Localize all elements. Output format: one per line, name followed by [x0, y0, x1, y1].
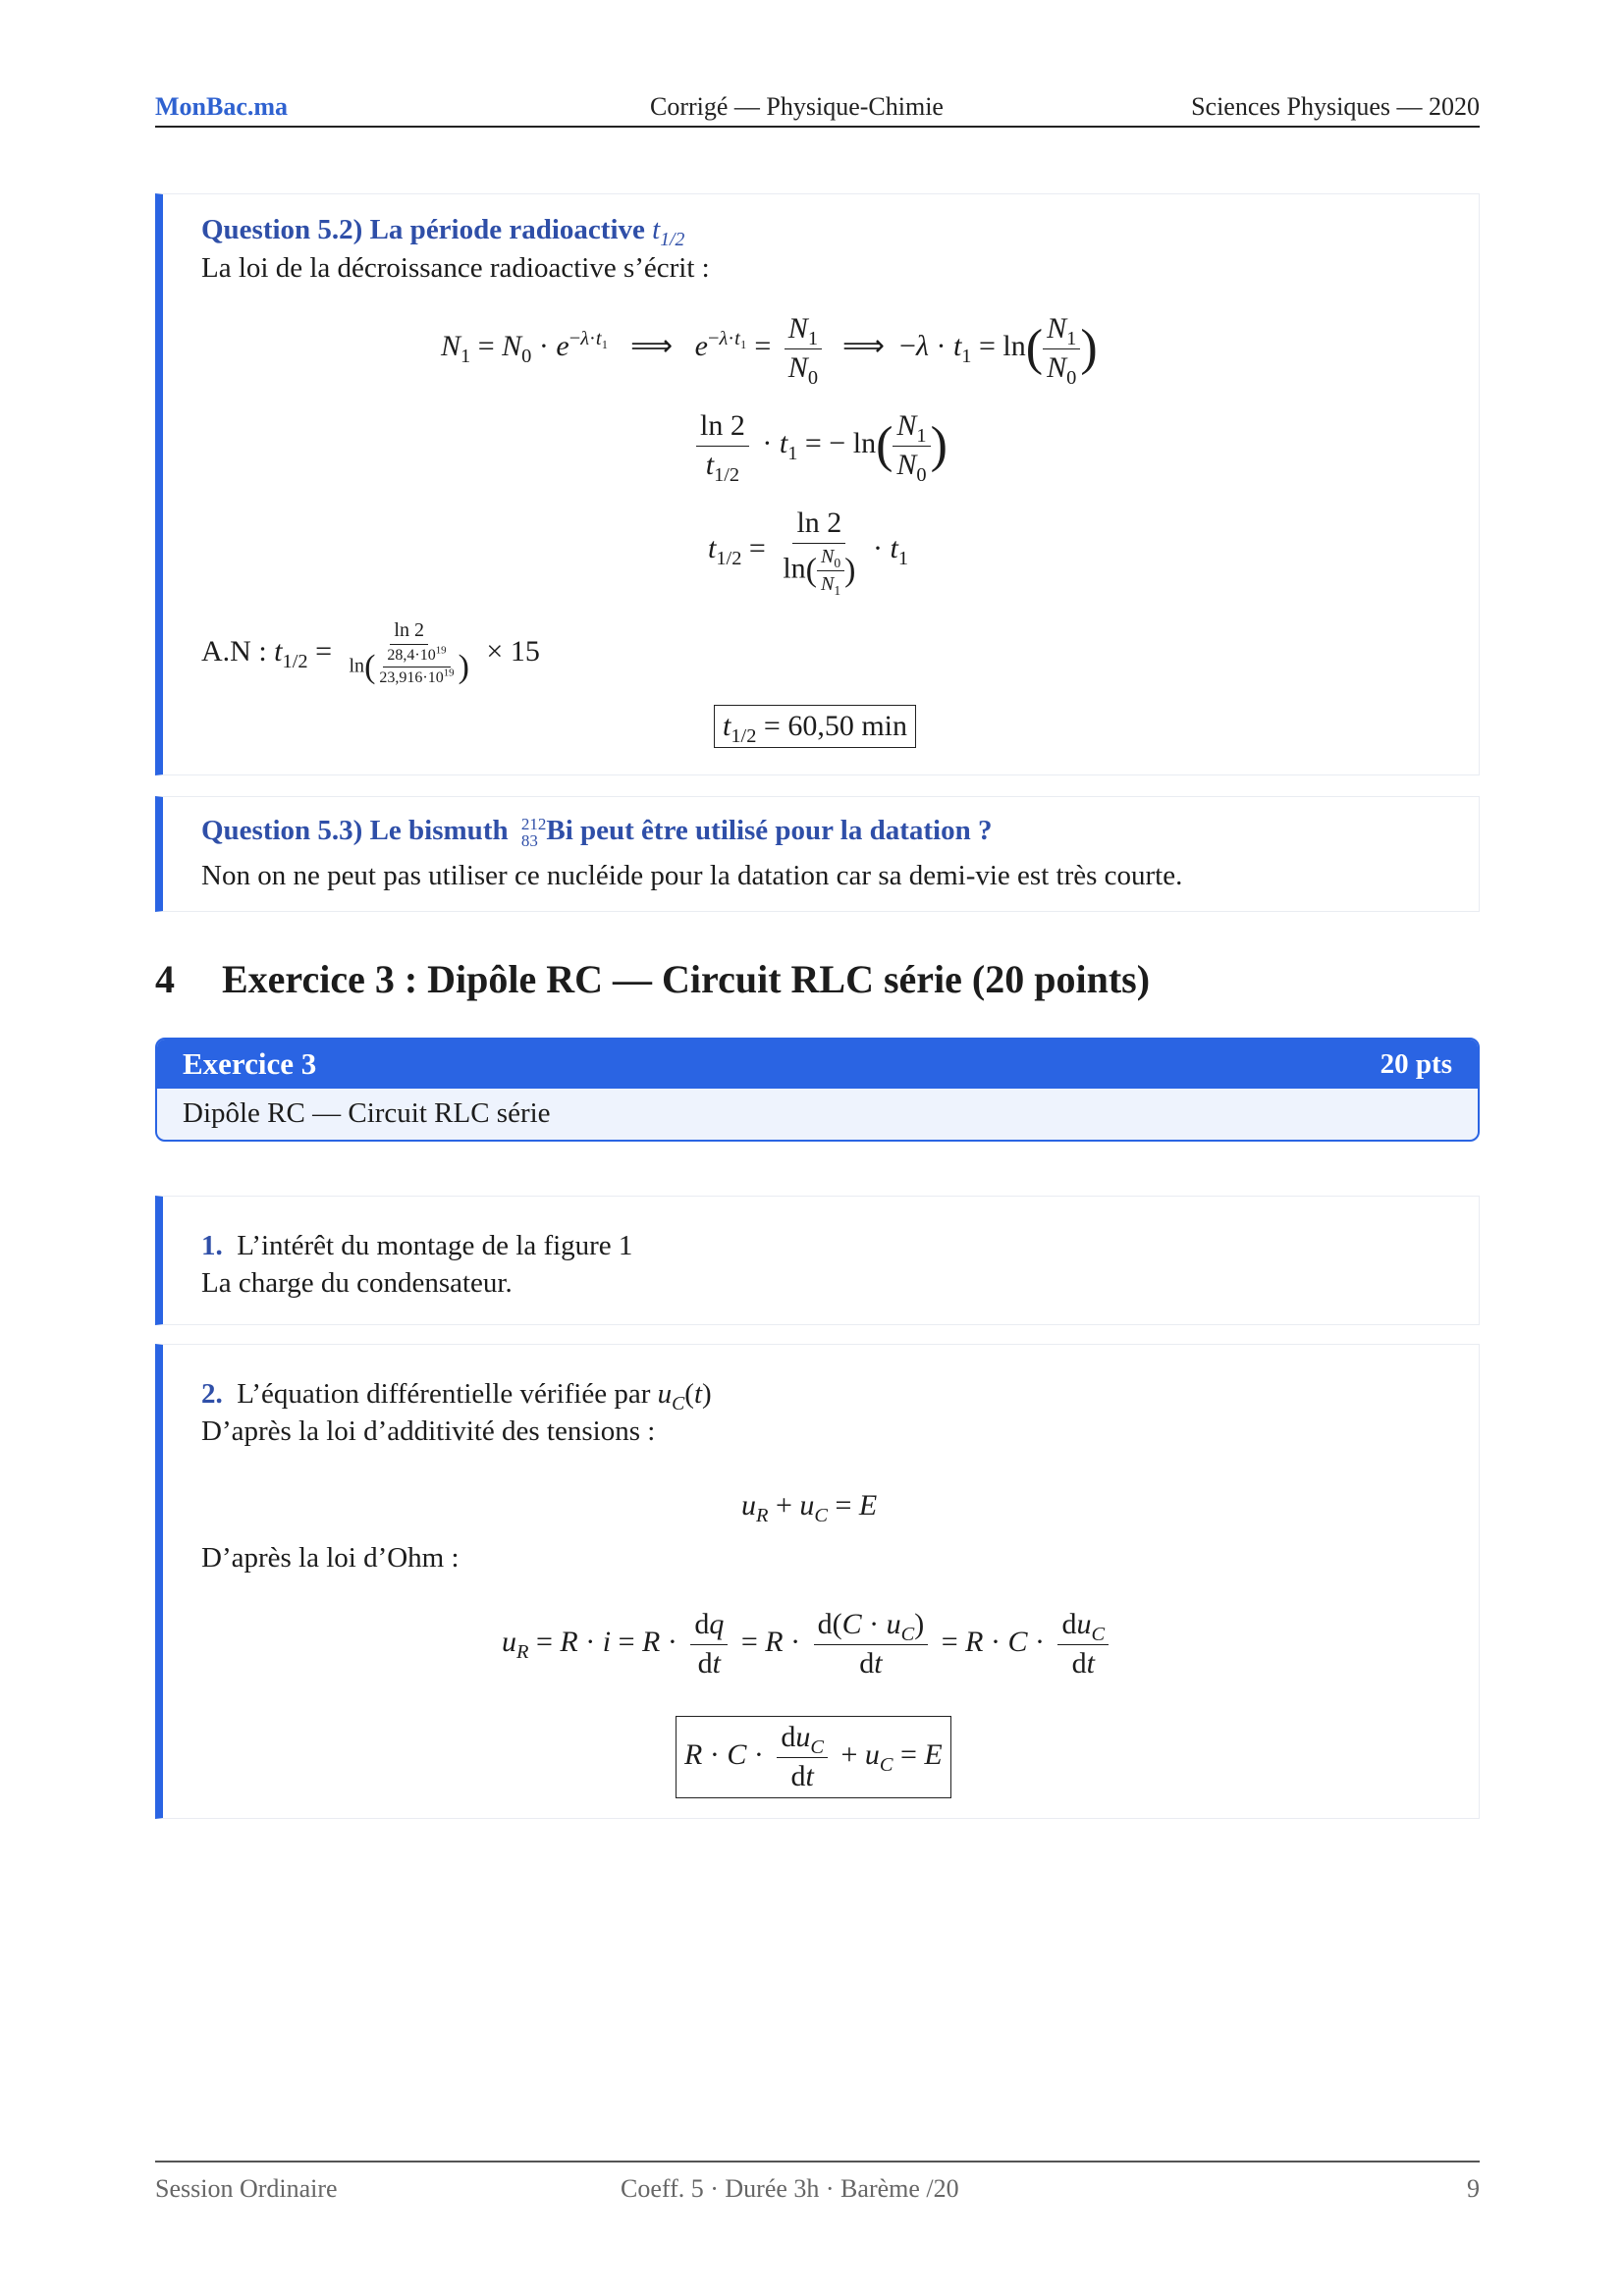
an-label: A.N :	[201, 634, 267, 667]
exercise-label: Exercice 3	[183, 1046, 317, 1081]
an-denominator: 23,916·10	[379, 669, 444, 687]
title-symbol: t	[652, 214, 661, 245]
decay-law-intro: La loi de la décroissance radioactive s’écrit :	[201, 252, 710, 284]
section-title: Exercice 3 : Dipôle RC — Circuit RLC série (20 points)	[222, 957, 1151, 1001]
header-center-title: Corrigé — Physique-Chimie	[650, 92, 944, 121]
isotope-atomic-number: 83	[520, 831, 538, 851]
brand-logo-text[interactable]: MonBac.ma	[155, 92, 289, 121]
exercise-subtitle: Dipôle RC — Circuit RLC série	[183, 1097, 551, 1129]
item-1-title-text: L’intérêt du montage de la figure 1	[237, 1230, 633, 1261]
page-header	[155, 90, 1480, 128]
page-footer	[155, 2161, 1480, 2202]
page-number: 9	[1467, 2174, 1480, 2203]
item-1-answer: La charge du condensateur.	[201, 1267, 513, 1299]
item-2-intro: D’après la loi d’additivité des tensions :	[201, 1415, 656, 1447]
an-num-exp: 19	[435, 644, 447, 657]
footer-session: Session Ordinaire	[155, 2174, 338, 2203]
question-5-3-answer: Non on ne peut pas utiliser ce nucléide pour la datation car sa demi-vie est très courte.	[201, 860, 1183, 891]
decay-equation-2: $\frac{\ln 2}{t_{1/2}}$ · $t_1$ = − ln( $\frac{N_1}{N_0}$ )	[690, 409, 947, 482]
question-5-3-title	[201, 815, 992, 850]
question-5-2-title	[201, 214, 685, 250]
exercise-card	[155, 1038, 1480, 1142]
item-1-box	[155, 1196, 1480, 1325]
differential-equation-result: R · C · $\frac{du_C}{dt}$ + $u_C = E$	[676, 1716, 951, 1798]
an-numerator: 28,4·10	[387, 647, 436, 664]
item-2-box	[155, 1344, 1480, 1819]
ohm-law-equation: $u_R = R \cdot i = R$ · $\frac{dq}{dt}$ = R · $\frac{d(C \cdot u_C)}{dt}$ = R · C · $\frac{du_C}{dt}$	[502, 1608, 1114, 1681]
result-value: = 60,50 min	[763, 710, 907, 742]
section-number: 4	[155, 957, 175, 1001]
question-5-3-box	[155, 796, 1480, 912]
ohm-law-intro: D’après la loi d’Ohm :	[201, 1542, 460, 1574]
item-2-number: 2.	[201, 1378, 223, 1410]
section-heading	[155, 956, 1150, 1002]
numerical-application: A.N : $t_{1/2}$ = ln 2 ln( $\frac{28,4\cdot 10^{19}}{23,916\cdot 10^{19}}$ ) × 15	[201, 619, 540, 687]
header-right-title: Sciences Physiques — 2020	[1191, 92, 1480, 121]
item-2-title-text: L’équation différentielle vérifiée par	[237, 1378, 651, 1410]
item-2-title: 2. L’équation différentielle vérifiée par $u_C(t)$	[201, 1378, 712, 1415]
footer-info: Coeff. 5 · Durée 3h · Barème /20	[621, 2174, 959, 2203]
exercise-points: 20 pts	[1380, 1048, 1452, 1080]
isotope-mass-number: 212	[520, 814, 547, 833]
decay-equation-1: $N_1 = N_0 \cdot e^{-\lambda\cdot t_1}$ ⟹ $e^{-\lambda\cdot t_1}$ = $\frac{N_1}{N_0}$ ⟹ $-\lambda \cdot t_1 = \ln$( $\frac{N_1}{N_0}$ )	[441, 312, 1098, 389]
question-title-text: Question 5.2) La période radioactive	[201, 214, 645, 245]
half-life-formula: $t_{1/2}$ = ln 2 ln( $\frac{N_0}{N_1}$ ) · $t_1$	[708, 507, 909, 598]
exercise-card-header	[157, 1040, 1478, 1089]
an-factor: × 15	[486, 634, 540, 667]
half-life-result: $t_{1/2} = 60,50$ min	[714, 705, 916, 748]
voltage-additivity-equation: $u_R + u_C = E$	[741, 1489, 878, 1526]
item-1-title	[201, 1230, 632, 1262]
question-title-end: Bi peut être utilisé pour la datation ?	[546, 815, 993, 846]
title-symbol-sub: 1/2	[660, 228, 685, 250]
an-den-exp: 19	[443, 667, 455, 680]
item-1-number: 1.	[201, 1230, 223, 1261]
question-5-2-box	[155, 193, 1480, 775]
question-title-start: Question 5.3) Le bismuth	[201, 815, 509, 846]
